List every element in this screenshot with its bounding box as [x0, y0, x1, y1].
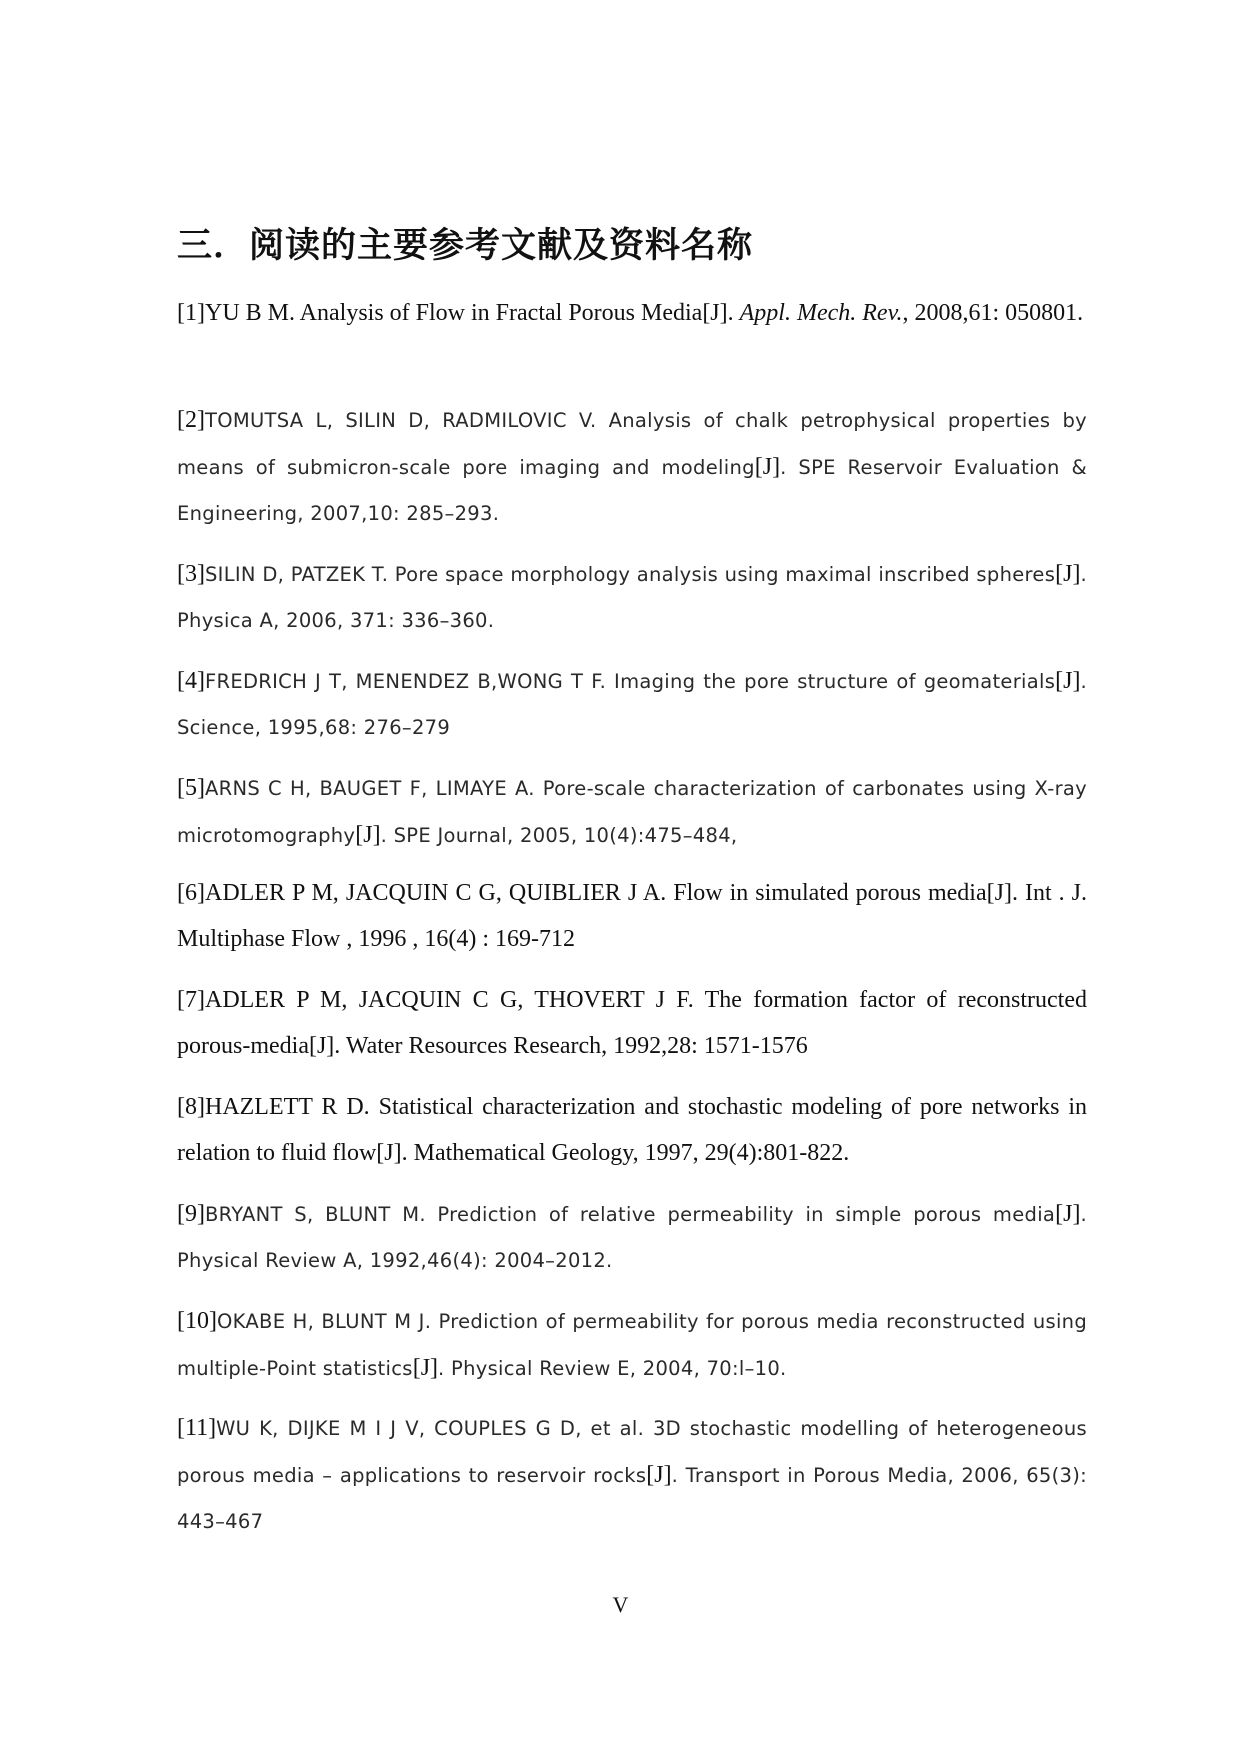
reference-4-details: . Science, 1995,68: 276–279 [177, 670, 1087, 739]
reference-9-text: BRYANT S, BLUNT M. Prediction of relative permeability in simple porous media [204, 1203, 1056, 1226]
reference-1-journal: Appl. Mech. Rev. [739, 300, 903, 326]
reference-9-type: [J] [1055, 1201, 1081, 1227]
reference-3-text: SILIN D, PATZEK T. Pore space morphology analysis using maximal inscribed spheres [204, 563, 1056, 586]
reference-4 [177, 658, 1087, 751]
reference-1-number: [1] [177, 300, 205, 326]
reference-10 [177, 1298, 1087, 1392]
reference-9 [177, 1191, 1087, 1284]
reference-10-type: [J] [412, 1355, 439, 1381]
reference-1-details: , 2008,61: 050801. [902, 300, 1084, 326]
reference-2-details: . SPE Reservoir Evaluation & Engineering, 2007,10: 285–293. [177, 456, 1087, 525]
reference-11-type: [J] [646, 1462, 672, 1488]
reference-11-number: [11] [177, 1415, 217, 1441]
reference-2-type: [J] [754, 454, 781, 480]
reference-5 [177, 765, 1087, 859]
reference-5-number: [5] [177, 775, 205, 801]
reference-10-number: [10] [177, 1308, 217, 1334]
reference-10-text: OKABE H, BLUNT M J. Prediction of permeability for porous media reconstructed using multiple-Point statistics [177, 1310, 1087, 1380]
reference-9-details: . Physical Review A, 1992,46(4): 2004–2012. [177, 1203, 1087, 1272]
reference-11-text: WU K, DIJKE M I J V, COUPLES G D, et al. 3D stochastic modelling of heterogeneous porous media – applications to reservoir rocks [177, 1417, 1087, 1487]
reference-1-text: YU B M. Analysis of Flow in Fractal Porous Media [204, 300, 703, 326]
reference-6-number: [6] [177, 880, 205, 906]
reference-8-number: [8] [177, 1094, 205, 1120]
reference-1 [177, 290, 1087, 336]
reference-5-text: ARNS C H, BAUGET F, LIMAYE A. Pore-scale characterization of carbonates using X-ray microtomography [177, 777, 1087, 847]
reference-6 [177, 870, 1087, 962]
section-heading: 三．阅读的主要参考文献及资料名称 [177, 226, 754, 266]
reference-8 [177, 1084, 1087, 1176]
reference-1-type: [J] [702, 300, 728, 326]
reference-5-details: . SPE Journal, 2005, 10(4):475–484, [380, 824, 738, 847]
reference-10-details: . Physical Review E, 2004, 70:l–10. [438, 1357, 787, 1380]
reference-2-number: [2] [177, 407, 205, 433]
reference-7-number: [7] [177, 987, 205, 1013]
reference-2 [177, 397, 1087, 537]
reference-11-details: . Transport in Porous Media, 2006, 65(3): 443–467 [177, 1464, 1087, 1533]
reference-3-type: [J] [1055, 561, 1081, 587]
reference-3-details: . Physica A, 2006, 371: 336–360. [177, 563, 1087, 632]
reference-4-number: [4] [177, 668, 205, 694]
reference-7-text: ADLER P M, JACQUIN C G, THOVERT J F. The formation factor of reconstructed porous-media[J]. Water Resources Research, 1992,28: 1571-1576 [177, 987, 1087, 1059]
reference-6-text: ADLER P M, JACQUIN C G, QUIBLIER J A. Flow in simulated porous media[J]. Int . J. Multiphase Flow , 1996 , 16(4) : 169-712 [177, 880, 1087, 952]
reference-8-text: HAZLETT R D. Statistical characterization and stochastic modeling of pore networks in relation to fluid flow[J]. Mathematical Geology, 1997, 29(4):801-822. [177, 1094, 1087, 1166]
reference-11 [177, 1405, 1087, 1545]
reference-9-number: [9] [177, 1201, 205, 1227]
reference-2-text: TOMUTSA L, SILIN D, RADMILOVIC V. Analysis of chalk petrophysical properties by means of submicron-scale pore imaging and modeling [177, 409, 1087, 479]
reference-1-sep: . [727, 300, 740, 326]
reference-7 [177, 977, 1087, 1069]
reference-3 [177, 551, 1087, 644]
reference-3-number: [3] [177, 561, 205, 587]
reference-5-type: [J] [355, 822, 381, 848]
page-number: V [612, 1592, 629, 1617]
reference-4-type: [J] [1055, 668, 1081, 694]
reference-4-text: FREDRICH J T, MENENDEZ B,WONG T F. Imaging the pore structure of geomaterials [204, 670, 1056, 693]
